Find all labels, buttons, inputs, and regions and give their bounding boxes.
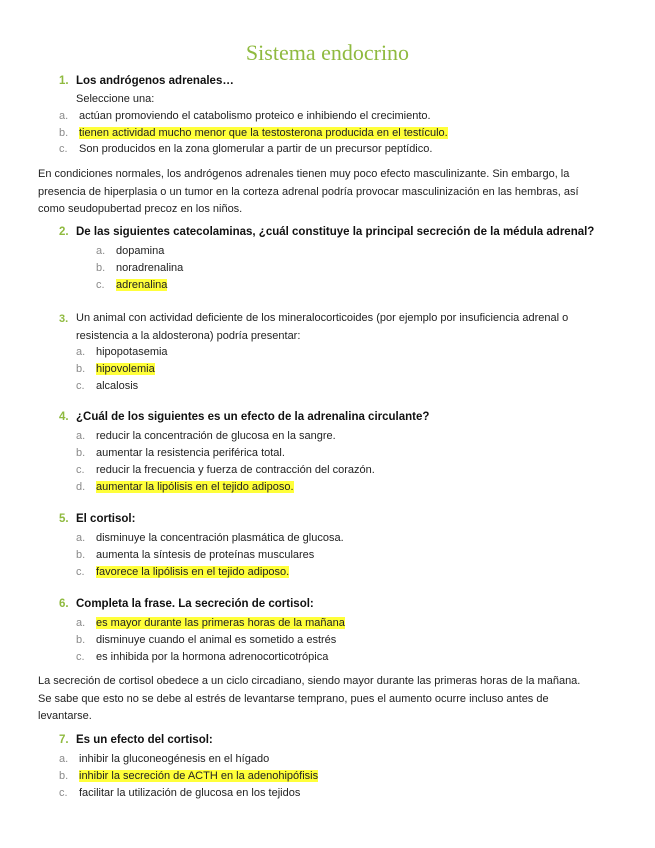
option-a: a. inhibir la gluconeogénesis en el hígado	[59, 753, 270, 765]
highlighted-answer: aumentar la lipólisis en el tejido adiposo.	[96, 481, 294, 493]
question-6-heading: 6. Completa la frase. La secreción de cortisol:	[59, 598, 314, 610]
explanation-paragraph-1: En condiciones normales, los andrógenos adrenales tienen muy poco efecto masculinizante. Sin embargo, la presencia de hiperplasia o un tumor en la corteza adrenal podría provocar masculinización en las hembras, así como seudopubertad precoz en los niños.	[38, 168, 579, 215]
question-3-heading: 3.	[59, 313, 69, 325]
option-b-correct: b. hipovolemia	[76, 363, 155, 375]
page-title: Sistema endocrino	[245, 40, 410, 65]
highlighted-answer: hipovolemia	[96, 363, 155, 375]
option-c: c. facilitar la utilización de glucosa en los tejidos	[59, 787, 301, 799]
option-b-correct: b. inhibir la secreción de ACTH en la adenohipófisis	[59, 770, 319, 782]
question-5-heading: 5. El cortisol:	[59, 513, 136, 525]
option-a: a. reducir la concentración de glucosa en la sangre.	[76, 430, 336, 442]
option-b: b. disminuye cuando el animal es sometido a estrés	[76, 634, 337, 646]
highlighted-answer: adrenalina	[116, 279, 168, 291]
option-a: a. disminuye la concentración plasmática de glucosa.	[76, 532, 344, 544]
option-b: b. aumenta la síntesis de proteínas musculares	[76, 549, 315, 561]
option-a: a. hipopotasemia	[76, 346, 168, 358]
select-prompt: Seleccione una:	[76, 93, 155, 105]
option-a: a. dopamina	[96, 245, 165, 257]
option-c-correct: c. favorece la lipólisis en el tejido adiposo.	[76, 566, 290, 578]
option-c: c. Son producidos en la zona glomerular a partir de un precursor peptídico.	[59, 143, 433, 155]
option-a-correct: a. es mayor durante las primeras horas de la mañana	[76, 617, 345, 629]
option-c-correct: c. adrenalina	[96, 279, 168, 291]
question-4-heading: 4. ¿Cuál de los siguientes es un efecto de la adrenalina circulante?	[59, 411, 430, 423]
option-b-correct: b. tienen actividad mucho menor que la testosterona producida en el testículo.	[59, 127, 448, 139]
explanation-paragraph-2: La secreción de cortisol obedece a un ciclo circadiano, siendo mayor durante las primeras horas de la mañana. Se sabe que esto no se debe al estrés de levantarse temprano, pues el aumento ocurre incluso antes de levantarse.	[38, 675, 581, 722]
question-text: Los andrógenos adrenales…	[76, 75, 234, 87]
highlighted-answer: es mayor durante las primeras horas de la mañana	[96, 617, 345, 629]
question-3-text: Un animal con actividad deficiente de los mineralocorticoides (por ejemplo por insuficiencia adrenal o resistencia a la aldosterona) podría presentar:	[76, 312, 569, 342]
highlighted-answer: favorece la lipólisis en el tejido adiposo.	[96, 566, 290, 578]
question-2-heading: 2. De las siguientes catecolaminas, ¿cuál constituye la principal secreción de la médula adrenal?	[59, 226, 595, 238]
option-c: c. es inhibida por la hormona adrenocorticotrópica	[76, 651, 329, 663]
question-number: 1.	[59, 75, 69, 87]
option-c: c. alcalosis	[76, 380, 139, 392]
highlighted-answer: tienen actividad mucho menor que la testosterona producida en el testículo.	[79, 127, 448, 139]
option-a: a. actúan promoviendo el catabolismo proteico e inhibiendo el crecimiento.	[59, 110, 431, 122]
question-7-heading: 7. Es un efecto del cortisol:	[59, 734, 213, 746]
option-b: b. noradrenalina	[96, 262, 184, 274]
option-d-correct: d. aumentar la lipólisis en el tejido adiposo.	[76, 481, 294, 493]
option-c: c. reducir la frecuencia y fuerza de contracción del corazón.	[76, 464, 375, 476]
option-b: b. aumentar la resistencia periférica total.	[76, 447, 285, 459]
question-1-heading	[59, 75, 234, 87]
highlighted-answer: inhibir la secreción de ACTH en la adenohipófisis	[79, 770, 319, 782]
